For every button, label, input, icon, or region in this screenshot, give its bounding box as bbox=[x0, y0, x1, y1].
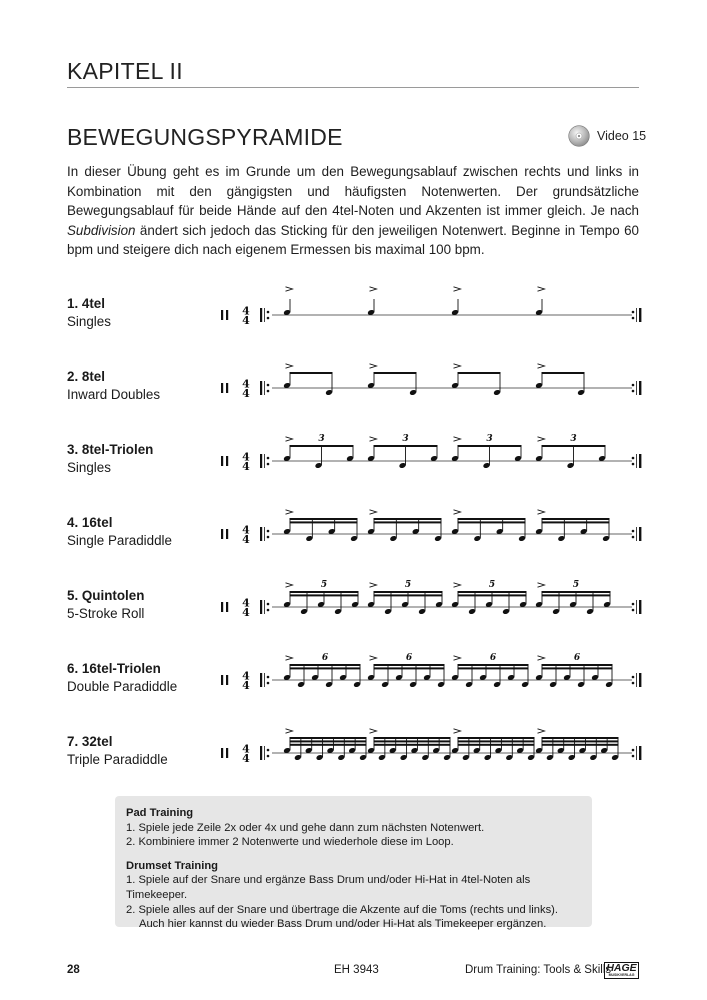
repeat-dot bbox=[267, 317, 270, 320]
accent-mark bbox=[370, 437, 377, 441]
beam bbox=[458, 737, 535, 739]
time-signature-bottom: 4 bbox=[242, 314, 250, 327]
beam bbox=[458, 667, 529, 669]
rhythm-staff bbox=[215, 494, 645, 556]
beam bbox=[542, 521, 610, 523]
accent-mark bbox=[370, 287, 377, 291]
intro-text-1: In dieser Übung geht es im Grunde um den Bewegungsablauf zwischen rechts und links in Kombination mit den gängigsten und häufigsten Notenwerten. Der grundsätzliche Bewegungsablauf für beide Hände auf den 4tel-Noten und Akzenten ist immer gleich. Je nach bbox=[67, 164, 639, 219]
tuplet-number: 3 bbox=[402, 434, 409, 444]
beam bbox=[374, 372, 417, 374]
percussion-clef bbox=[221, 529, 223, 539]
time-signature-bottom: 4 bbox=[242, 606, 250, 619]
rhythm-staff bbox=[215, 421, 645, 483]
accent-mark bbox=[286, 510, 293, 514]
video-label: Video 15 bbox=[597, 129, 647, 143]
time-signature-top: 4 bbox=[242, 669, 250, 683]
beam bbox=[458, 740, 535, 742]
exercise-title: 7. 32tel bbox=[67, 734, 113, 749]
publisher-logo bbox=[604, 962, 639, 979]
exercise-sticking: Singles bbox=[67, 460, 111, 475]
beam bbox=[290, 740, 367, 742]
percussion-clef bbox=[226, 383, 228, 393]
accent-mark bbox=[538, 364, 545, 368]
tuplet-number: 5 bbox=[488, 580, 496, 590]
beam bbox=[542, 591, 611, 593]
exercise-title: 5. Quintolen bbox=[67, 588, 145, 603]
accent-mark bbox=[286, 583, 293, 587]
repeat-dot bbox=[632, 530, 635, 533]
repeat-start-bar bbox=[260, 746, 262, 760]
beam bbox=[542, 518, 610, 520]
repeat-start-bar bbox=[264, 527, 265, 541]
rhythm-staff bbox=[215, 713, 645, 775]
repeat-end-bar bbox=[639, 308, 641, 322]
beam bbox=[458, 521, 526, 523]
disc-icon bbox=[568, 125, 590, 147]
exercise-label bbox=[67, 295, 217, 331]
repeat-end-bar bbox=[636, 381, 637, 395]
exercise-title: 3. 8tel-Triolen bbox=[67, 442, 154, 457]
exercise-label bbox=[67, 441, 217, 477]
accent-mark bbox=[538, 510, 545, 514]
beam bbox=[290, 667, 361, 669]
time-signature-top: 4 bbox=[242, 523, 250, 537]
repeat-dot bbox=[267, 457, 270, 460]
percussion-clef bbox=[221, 602, 223, 612]
beam bbox=[542, 737, 619, 739]
percussion-clef bbox=[226, 602, 228, 612]
rhythm-staff bbox=[215, 640, 645, 702]
beam bbox=[290, 521, 358, 523]
time-signature-top: 4 bbox=[242, 450, 250, 464]
percussion-clef bbox=[226, 529, 228, 539]
pad-training-step-2: 2. Kombiniere immer 2 Notenwerte und wiederhole diese im Loop. bbox=[126, 836, 454, 849]
exercise-title: 1. 4tel bbox=[67, 296, 105, 311]
intro-text-2: ändert sich jedoch das Sticking für den jeweiligen Notenwert. Beginne in Tempo 60 bpm und steigere dich nach eigenem Ermessen bis maximal 100 bpm. bbox=[67, 222, 639, 258]
accent-mark bbox=[538, 656, 545, 660]
accent-mark bbox=[370, 729, 377, 733]
repeat-dot bbox=[632, 609, 635, 612]
beam bbox=[290, 445, 354, 447]
exercise-label bbox=[67, 587, 217, 623]
repeat-dot bbox=[632, 384, 635, 387]
page-footer bbox=[67, 962, 639, 982]
repeat-start-bar bbox=[264, 746, 265, 760]
accent-mark bbox=[370, 364, 377, 368]
intro-emphasis: Subdivision bbox=[67, 222, 136, 238]
beam bbox=[290, 591, 359, 593]
repeat-start-bar bbox=[260, 527, 262, 541]
repeat-start-bar bbox=[260, 673, 262, 687]
repeat-dot bbox=[632, 603, 635, 606]
accent-mark bbox=[370, 656, 377, 660]
accent-mark bbox=[538, 437, 545, 441]
tuplet-number: 6 bbox=[321, 653, 329, 663]
exercise-sticking: Triple Paradiddle bbox=[67, 752, 168, 767]
percussion-clef bbox=[221, 456, 223, 466]
percussion-clef bbox=[226, 675, 228, 685]
repeat-start-bar bbox=[264, 381, 265, 395]
beam bbox=[458, 372, 501, 374]
repeat-dot bbox=[632, 317, 635, 320]
drumset-training-step-2: 2. Spiele alles auf der Snare und übertrage die Akzente auf die Toms (rechts und links). bbox=[126, 903, 559, 916]
beam bbox=[290, 744, 367, 746]
beam bbox=[542, 664, 613, 666]
repeat-dot bbox=[632, 390, 635, 393]
tuplet-number: 5 bbox=[320, 580, 328, 590]
repeat-dot bbox=[267, 311, 270, 314]
beam bbox=[458, 591, 527, 593]
beam bbox=[542, 740, 619, 742]
repeat-start-bar bbox=[260, 308, 262, 322]
percussion-clef bbox=[221, 748, 223, 758]
beam bbox=[458, 664, 529, 666]
accent-mark bbox=[286, 729, 293, 733]
beam bbox=[542, 744, 619, 746]
time-signature-top: 4 bbox=[242, 596, 250, 610]
publisher-logo-text: HAGE bbox=[606, 962, 637, 974]
beam bbox=[374, 744, 451, 746]
exercise-sticking: Double Paradiddle bbox=[67, 679, 178, 694]
tuplet-number: 5 bbox=[572, 580, 580, 590]
repeat-dot bbox=[632, 682, 635, 685]
repeat-dot bbox=[267, 682, 270, 685]
percussion-clef bbox=[226, 456, 228, 466]
drumset-training-step-2-cont: Auch hier kannst du wieder Bass Drum und/oder Hi-Hat als Timekeeper ergänzen. bbox=[139, 918, 547, 931]
accent-mark bbox=[454, 437, 461, 441]
book-title: Drum Training: Tools & Skills bbox=[465, 964, 612, 976]
repeat-start-bar bbox=[264, 454, 265, 468]
repeat-start-bar bbox=[264, 600, 265, 614]
percussion-clef bbox=[226, 310, 228, 320]
repeat-dot bbox=[267, 384, 270, 387]
exercise-sticking: Single Paradiddle bbox=[67, 533, 172, 548]
chapter-divider bbox=[67, 87, 639, 88]
pad-training-step-1: 1. Spiele jede Zeile 2x oder 4x und gehe dann zum nächsten Notenwert. bbox=[126, 821, 485, 834]
repeat-dot bbox=[267, 390, 270, 393]
accent-mark bbox=[454, 510, 461, 514]
exercise-sticking: 5-Stroke Roll bbox=[67, 606, 145, 621]
repeat-end-bar bbox=[636, 600, 637, 614]
drumset-training-step-1: 1. Spiele auf der Snare und ergänze Bass Drum und/oder Hi-Hat in 4tel-Noten als Timekeeper. bbox=[126, 874, 531, 901]
repeat-dot bbox=[267, 676, 270, 679]
tuplet-number: 3 bbox=[486, 434, 493, 444]
exercise-label bbox=[67, 733, 217, 769]
accent-mark bbox=[286, 287, 293, 291]
repeat-start-bar bbox=[264, 308, 265, 322]
beam bbox=[458, 518, 526, 520]
training-info-box bbox=[115, 796, 592, 931]
chapter-title: KAPITEL II bbox=[67, 58, 183, 84]
repeat-dot bbox=[632, 676, 635, 679]
repeat-end-bar bbox=[639, 527, 641, 541]
accent-mark bbox=[538, 287, 545, 291]
repeat-dot bbox=[267, 463, 270, 466]
rhythm-staff bbox=[215, 275, 645, 337]
exercise-label bbox=[67, 660, 217, 696]
beam bbox=[374, 740, 451, 742]
exercise-sticking: Inward Doubles bbox=[67, 387, 161, 402]
repeat-dot bbox=[632, 536, 635, 539]
beam bbox=[374, 445, 438, 447]
beam bbox=[458, 445, 522, 447]
repeat-start-bar bbox=[264, 673, 265, 687]
accent-mark bbox=[538, 729, 545, 733]
accent-mark bbox=[286, 437, 293, 441]
repeat-dot bbox=[632, 749, 635, 752]
beam bbox=[290, 594, 359, 596]
beam bbox=[458, 744, 535, 746]
exercise-title: 4. 16tel bbox=[67, 515, 113, 530]
beam bbox=[290, 518, 358, 520]
time-signature-top: 4 bbox=[242, 304, 250, 318]
accent-mark bbox=[286, 364, 293, 368]
time-signature-bottom: 4 bbox=[242, 679, 250, 692]
tuplet-number: 6 bbox=[489, 653, 497, 663]
exercise-sticking: Singles bbox=[67, 314, 111, 329]
time-signature-top: 4 bbox=[242, 742, 250, 756]
beam bbox=[542, 667, 613, 669]
accent-mark bbox=[454, 364, 461, 368]
page-number: 28 bbox=[67, 964, 80, 976]
rhythm-staff bbox=[215, 348, 645, 410]
repeat-end-bar bbox=[639, 600, 641, 614]
time-signature-bottom: 4 bbox=[242, 752, 250, 765]
accent-mark bbox=[454, 729, 461, 733]
repeat-dot bbox=[267, 609, 270, 612]
exercise-title: 6. 16tel-Triolen bbox=[67, 661, 161, 676]
repeat-dot bbox=[267, 749, 270, 752]
tuplet-number: 6 bbox=[405, 653, 413, 663]
section-title: BEWEGUNGSPYRAMIDE bbox=[67, 124, 343, 150]
accent-mark bbox=[286, 656, 293, 660]
tuplet-number: 6 bbox=[573, 653, 581, 663]
repeat-end-bar bbox=[639, 381, 641, 395]
beam bbox=[374, 591, 443, 593]
rhythm-staff bbox=[215, 567, 645, 629]
beam bbox=[542, 445, 606, 447]
time-signature-top: 4 bbox=[242, 377, 250, 391]
tuplet-number: 5 bbox=[404, 580, 412, 590]
beam bbox=[542, 594, 611, 596]
beam bbox=[374, 594, 443, 596]
time-signature-bottom: 4 bbox=[242, 387, 250, 400]
exercise-label bbox=[67, 368, 217, 404]
tuplet-number: 3 bbox=[318, 434, 325, 444]
repeat-dot bbox=[632, 311, 635, 314]
drumset-training-heading: Drumset Training bbox=[126, 859, 219, 872]
publisher-logo-subtext: MUSIKVERLAG bbox=[608, 973, 635, 977]
time-signature-bottom: 4 bbox=[242, 460, 250, 473]
repeat-end-bar bbox=[636, 454, 637, 468]
repeat-end-bar bbox=[636, 527, 637, 541]
accent-mark bbox=[538, 583, 545, 587]
repeat-dot bbox=[632, 755, 635, 758]
percussion-clef bbox=[226, 748, 228, 758]
repeat-end-bar bbox=[636, 308, 637, 322]
repeat-end-bar bbox=[639, 454, 641, 468]
repeat-dot bbox=[632, 463, 635, 466]
beam bbox=[374, 521, 442, 523]
accent-mark bbox=[454, 656, 461, 660]
beam bbox=[290, 372, 333, 374]
accent-mark bbox=[454, 583, 461, 587]
beam bbox=[374, 518, 442, 520]
repeat-dot bbox=[267, 530, 270, 533]
accent-mark bbox=[370, 510, 377, 514]
beam bbox=[290, 664, 361, 666]
intro-paragraph bbox=[67, 162, 639, 260]
repeat-start-bar bbox=[260, 600, 262, 614]
beam bbox=[374, 667, 445, 669]
pad-training-heading: Pad Training bbox=[126, 807, 194, 819]
time-signature-bottom: 4 bbox=[242, 533, 250, 546]
percussion-clef bbox=[221, 310, 223, 320]
repeat-start-bar bbox=[260, 381, 262, 395]
percussion-clef bbox=[221, 383, 223, 393]
repeat-start-bar bbox=[260, 454, 262, 468]
repeat-end-bar bbox=[639, 673, 641, 687]
repeat-end-bar bbox=[636, 746, 637, 760]
beam bbox=[374, 737, 451, 739]
repeat-dot bbox=[267, 536, 270, 539]
tuplet-number: 3 bbox=[570, 434, 577, 444]
repeat-end-bar bbox=[639, 746, 641, 760]
repeat-end-bar bbox=[636, 673, 637, 687]
repeat-dot bbox=[267, 603, 270, 606]
repeat-dot bbox=[632, 457, 635, 460]
beam bbox=[290, 737, 367, 739]
beam bbox=[542, 372, 585, 374]
beam bbox=[458, 594, 527, 596]
accent-mark bbox=[454, 287, 461, 291]
exercise-row bbox=[0, 733, 707, 797]
percussion-clef bbox=[221, 675, 223, 685]
video-badge[interactable] bbox=[568, 124, 646, 148]
repeat-dot bbox=[267, 755, 270, 758]
edition-code: EH 3943 bbox=[334, 964, 379, 976]
exercise-label bbox=[67, 514, 217, 550]
exercise-title: 2. 8tel bbox=[67, 369, 105, 384]
beam bbox=[374, 664, 445, 666]
accent-mark bbox=[370, 583, 377, 587]
